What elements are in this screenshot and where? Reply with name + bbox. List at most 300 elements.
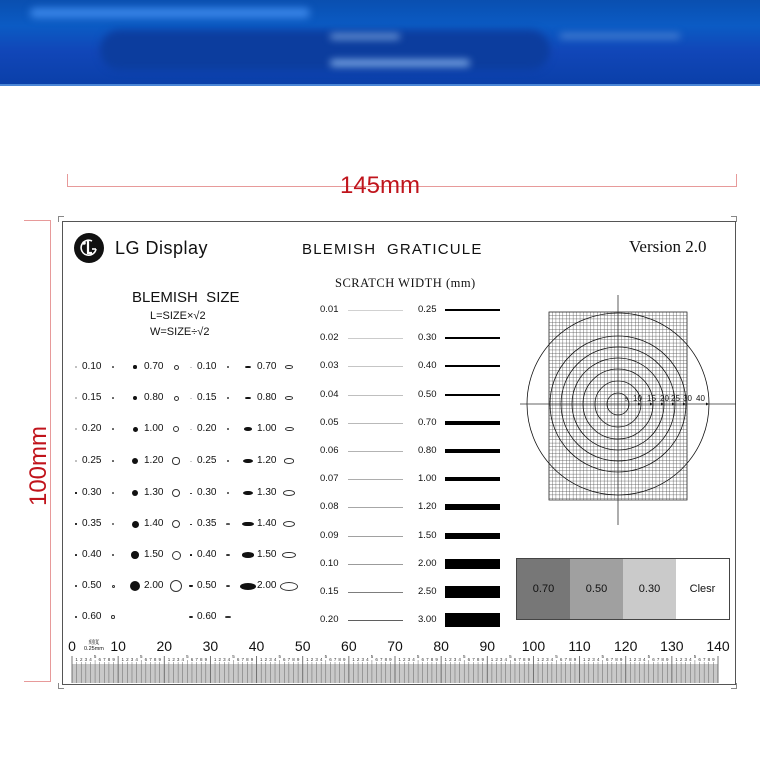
- blemish-ring-icon: [174, 396, 179, 401]
- svg-text:4: 4: [319, 657, 323, 662]
- ruler-number: 90: [479, 638, 496, 654]
- blemish-size-label: 0.60: [197, 611, 217, 622]
- blemish-ring-icon: [172, 551, 181, 560]
- svg-text:1: 1: [75, 657, 78, 662]
- blemish-dot-icon: [190, 367, 192, 368]
- svg-text:4: 4: [273, 657, 277, 662]
- svg-text:7: 7: [472, 657, 475, 662]
- svg-text:3: 3: [684, 657, 688, 662]
- density-label: 0.70: [532, 583, 555, 595]
- blemish-size-label: 0.35: [82, 518, 102, 529]
- svg-text:1: 1: [675, 657, 678, 662]
- scratch-width-label: 0.40: [418, 360, 437, 371]
- blemish-size-label: 1.30: [257, 487, 277, 498]
- blemish-size-label: 0.20: [82, 423, 102, 434]
- svg-text:3: 3: [453, 657, 457, 662]
- ruler-number: 10: [110, 638, 126, 654]
- ruler-number: 140: [706, 638, 730, 654]
- blemish-size-label: 0.80: [257, 392, 277, 403]
- scratch-bar-icon: [445, 533, 500, 540]
- ruler-number: 130: [660, 638, 684, 654]
- blemish-ring-icon: [172, 489, 180, 497]
- svg-text:5: 5: [625, 397, 628, 403]
- blemish-ring-icon: [284, 458, 295, 463]
- blemish-dot-icon: [75, 554, 77, 556]
- svg-text:5: 5: [555, 654, 558, 659]
- banner-glint: [330, 34, 400, 39]
- blemish-size-title: BLEMISH SIZE: [132, 289, 240, 306]
- svg-text:7: 7: [241, 657, 245, 662]
- blemish-dot-icon: [75, 397, 76, 398]
- svg-text:9: 9: [389, 657, 392, 662]
- svg-text:4: 4: [412, 657, 415, 662]
- scratch-width-label: 0.30: [418, 332, 437, 343]
- svg-text:3: 3: [499, 657, 503, 662]
- ruler-number: 40: [248, 638, 265, 654]
- scratch-width-title: SCRATCH WIDTH (mm): [335, 276, 476, 290]
- density-scale: [516, 558, 730, 620]
- svg-text:8: 8: [430, 657, 434, 662]
- blemish-ring-icon: [280, 582, 298, 591]
- blemish-size-label: 1.20: [144, 455, 164, 466]
- ruler-number: 110: [568, 638, 591, 654]
- scratch-bar-icon: [445, 309, 500, 311]
- blemish-dot-icon: [243, 459, 253, 463]
- svg-text:6: 6: [283, 657, 286, 662]
- blemish-size-label: 1.40: [257, 518, 277, 529]
- blemish-size-label: 0.25: [197, 455, 217, 466]
- ruler-number: 60: [341, 638, 357, 654]
- blemish-ring-icon: [112, 460, 114, 462]
- ruler-number: 120: [614, 638, 638, 654]
- svg-text:8: 8: [200, 657, 203, 662]
- blemish-dot-icon: [131, 551, 139, 559]
- svg-text:7: 7: [333, 657, 337, 662]
- blemish-dot-icon: [132, 458, 138, 464]
- blemish-size-label: 0.50: [197, 580, 217, 591]
- blemish-ring-icon: [112, 523, 114, 525]
- svg-text:8: 8: [615, 657, 618, 662]
- blemish-size-label: 1.30: [144, 487, 164, 498]
- svg-text:7: 7: [564, 657, 568, 662]
- svg-text:6: 6: [513, 657, 517, 662]
- scratch-line-icon: [348, 620, 403, 621]
- svg-text:6: 6: [190, 657, 194, 662]
- scratch-bar-icon: [445, 337, 500, 339]
- blemish-dot-icon: [190, 493, 192, 494]
- scratch-bar-icon: [445, 394, 500, 396]
- density-label: 0.30: [638, 583, 661, 595]
- svg-text:6: 6: [421, 657, 425, 662]
- svg-text:4: 4: [135, 657, 138, 662]
- svg-text:2: 2: [218, 657, 221, 662]
- blemish-ring-icon: [227, 460, 229, 461]
- blemish-dot-icon: [244, 427, 252, 431]
- svg-text:7: 7: [195, 657, 198, 662]
- svg-text:2: 2: [587, 657, 591, 662]
- blemish-ring-icon: [283, 490, 295, 496]
- height-dimension-label: 100mm: [25, 425, 52, 507]
- svg-text:2: 2: [264, 657, 268, 662]
- ruler-number: 20: [156, 638, 173, 654]
- ruler-number: 100: [521, 638, 546, 654]
- length-formula: L=SIZE×√2: [150, 310, 206, 322]
- svg-text:3: 3: [592, 657, 595, 662]
- svg-text:7: 7: [426, 657, 429, 662]
- svg-text:8: 8: [384, 657, 388, 662]
- svg-text:9: 9: [296, 657, 300, 662]
- blemish-dot-icon: [75, 460, 76, 461]
- svg-text:4: 4: [181, 657, 185, 662]
- blemish-size-label: 2.00: [144, 580, 164, 591]
- density-label: 0.50: [585, 583, 608, 595]
- svg-text:9: 9: [712, 657, 715, 662]
- svg-text:8: 8: [707, 657, 711, 662]
- blemish-dot-icon: [190, 461, 192, 462]
- svg-text:2: 2: [310, 657, 314, 662]
- svg-text:1: 1: [490, 657, 494, 662]
- blemish-ring-icon: [285, 365, 293, 369]
- svg-text:2: 2: [449, 657, 452, 662]
- blemish-size-label: 0.70: [144, 361, 164, 372]
- svg-text:6: 6: [375, 657, 378, 662]
- banner-glint: [560, 34, 680, 38]
- scratch-width-label: 0.05: [320, 417, 339, 428]
- svg-text:5: 5: [140, 654, 143, 659]
- svg-text:3: 3: [638, 657, 641, 662]
- scratch-line-icon: [348, 451, 403, 452]
- svg-text:9: 9: [112, 657, 115, 662]
- blemish-ring-icon: [170, 580, 182, 592]
- svg-text:8: 8: [661, 657, 664, 662]
- scratch-width-label: 0.06: [320, 445, 339, 456]
- scratch-line-icon: [348, 592, 403, 593]
- blemish-size-label: 0.10: [197, 361, 217, 372]
- ruler-unit-cn: 刻度: [88, 640, 100, 646]
- blemish-size-label: 0.40: [197, 549, 217, 560]
- svg-text:30: 30: [683, 394, 692, 403]
- svg-text:1: 1: [167, 657, 171, 662]
- scratch-width-label: 2.50: [418, 586, 437, 597]
- svg-text:7: 7: [103, 657, 106, 662]
- scratch-bar-icon: [445, 586, 500, 598]
- scratch-width-label: 0.70: [418, 417, 437, 428]
- blemish-size-label: 1.20: [257, 455, 277, 466]
- scratch-width-label: 0.10: [320, 558, 339, 569]
- blemish-size-label: 0.60: [82, 611, 102, 622]
- scratch-line-icon: [348, 423, 403, 424]
- svg-text:20: 20: [660, 394, 669, 403]
- svg-text:3: 3: [176, 657, 180, 662]
- blemish-ring-icon: [227, 428, 229, 429]
- svg-text:5: 5: [324, 654, 328, 659]
- svg-text:9: 9: [619, 657, 623, 662]
- svg-text:3: 3: [130, 657, 134, 662]
- scratch-bar-icon: [445, 449, 500, 453]
- brand-name: LG Display: [115, 238, 209, 258]
- svg-text:6: 6: [467, 657, 471, 662]
- version-label: Version 2.0: [629, 237, 707, 256]
- blemish-size-label: 0.30: [82, 487, 102, 498]
- blemish-dot-icon: [75, 523, 76, 524]
- svg-text:1: 1: [121, 657, 125, 662]
- blemish-dot-icon: [133, 427, 138, 432]
- blemish-ring-icon: [172, 457, 179, 464]
- scratch-width-label: 0.07: [320, 473, 339, 484]
- scratch-line-icon: [348, 310, 403, 311]
- blemish-dot-icon: [75, 428, 76, 429]
- svg-text:4: 4: [504, 657, 508, 662]
- density-label: Clesr: [689, 583, 716, 595]
- blemish-dot-icon: [132, 521, 139, 528]
- blemish-ring-icon: [112, 492, 114, 494]
- svg-text:6: 6: [329, 657, 332, 662]
- svg-text:4: 4: [458, 657, 461, 662]
- blemish-dot-icon: [190, 554, 193, 555]
- scratch-bar-icon: [445, 613, 500, 627]
- scratch-line-icon: [348, 366, 403, 367]
- svg-text:40: 40: [696, 394, 705, 403]
- blemish-size-label: 0.20: [197, 423, 217, 434]
- svg-text:3: 3: [407, 657, 411, 662]
- scratch-bar-icon: [445, 477, 500, 482]
- concentric-target: [520, 295, 736, 525]
- svg-text:1: 1: [306, 657, 309, 662]
- svg-text:1: 1: [259, 657, 263, 662]
- svg-text:4: 4: [596, 657, 600, 662]
- density-cell: [570, 559, 623, 619]
- ruler-number: 50: [294, 638, 311, 654]
- svg-text:2: 2: [403, 657, 406, 662]
- blemish-size-label: 0.70: [257, 361, 277, 372]
- svg-text:6: 6: [236, 657, 240, 662]
- lg-logo-icon: [74, 233, 104, 263]
- scratch-line-icon: [348, 395, 403, 396]
- scratch-line-icon: [348, 564, 403, 565]
- svg-text:5: 5: [278, 654, 281, 659]
- scratch-bar-icon: [445, 559, 500, 568]
- blemish-ring-icon: [285, 396, 293, 400]
- svg-text:5: 5: [370, 654, 374, 659]
- svg-text:5: 5: [93, 654, 97, 659]
- svg-text:5: 5: [509, 654, 512, 659]
- svg-text:1: 1: [352, 657, 355, 662]
- blemish-dot-icon: [190, 398, 192, 399]
- blemish-dot-icon: [75, 366, 76, 367]
- graticule-title: BLEMISH GRATICULE: [302, 241, 483, 258]
- svg-text:1: 1: [582, 657, 586, 662]
- ruler-ticks: [62, 638, 734, 684]
- svg-text:2: 2: [495, 657, 498, 662]
- blemish-size-label: 1.00: [257, 423, 277, 434]
- blemish-ring-icon: [226, 523, 229, 525]
- blemish-size-label: 0.30: [197, 487, 217, 498]
- scratch-bar-icon: [445, 504, 500, 510]
- scratch-width-label: 1.00: [418, 473, 437, 484]
- blemish-size-label: 0.10: [82, 361, 102, 372]
- ruler-number: 80: [433, 638, 449, 654]
- scratch-width-label: 0.09: [320, 530, 339, 541]
- svg-text:1: 1: [629, 657, 632, 662]
- scratch-width-label: 0.15: [320, 586, 339, 597]
- svg-text:8: 8: [107, 657, 111, 662]
- width-dimension-label: 145mm: [339, 172, 421, 199]
- blemish-dot-icon: [133, 365, 137, 369]
- svg-text:7: 7: [379, 657, 383, 662]
- blemish-dot-icon: [75, 585, 77, 587]
- blemish-dot-icon: [130, 581, 140, 591]
- blemish-size-label: 0.50: [82, 580, 102, 591]
- svg-text:6: 6: [144, 657, 148, 662]
- scratch-width-label: 3.00: [418, 614, 437, 625]
- blemish-dot-icon: [189, 585, 192, 586]
- svg-text:5: 5: [186, 654, 189, 659]
- svg-text:8: 8: [476, 657, 480, 662]
- scratch-width-label: 0.04: [320, 389, 339, 400]
- banner-glint: [330, 60, 470, 66]
- scratch-line-icon: [348, 536, 403, 537]
- svg-text:1: 1: [444, 657, 448, 662]
- svg-text:4: 4: [550, 657, 554, 662]
- svg-text:4: 4: [227, 657, 231, 662]
- ruler-number: 0: [68, 638, 76, 654]
- blemish-dot-icon: [190, 524, 192, 525]
- ruler-number: 70: [387, 638, 403, 654]
- scratch-width-label: 1.50: [418, 530, 437, 541]
- svg-text:10: 10: [633, 394, 642, 403]
- lg-face-icon: [74, 233, 104, 263]
- svg-text:15: 15: [647, 394, 656, 403]
- crop-mark: [58, 216, 64, 222]
- svg-text:5: 5: [232, 654, 235, 659]
- scratch-line-icon: [348, 338, 403, 339]
- svg-text:9: 9: [343, 657, 346, 662]
- scratch-bar-icon: [445, 365, 500, 367]
- svg-text:5: 5: [463, 654, 466, 659]
- svg-text:2: 2: [541, 657, 544, 662]
- svg-text:7: 7: [287, 657, 291, 662]
- svg-text:5: 5: [416, 654, 420, 659]
- svg-text:6: 6: [98, 657, 102, 662]
- blemish-size-label: 0.80: [144, 392, 164, 403]
- blemish-ring-icon: [227, 492, 230, 493]
- svg-text:3: 3: [546, 657, 549, 662]
- blemish-size-label: 1.50: [257, 549, 277, 560]
- svg-text:6: 6: [652, 657, 655, 662]
- scratch-width-label: 0.50: [418, 389, 437, 400]
- svg-text:6: 6: [606, 657, 609, 662]
- scratch-width-label: 1.20: [418, 501, 437, 512]
- header-banner: [0, 0, 760, 86]
- svg-text:3: 3: [269, 657, 272, 662]
- blemish-size-label: 1.00: [144, 423, 164, 434]
- svg-text:1: 1: [398, 657, 401, 662]
- svg-text:8: 8: [246, 657, 249, 662]
- svg-text:5: 5: [647, 654, 651, 659]
- svg-text:5: 5: [693, 654, 697, 659]
- svg-text:9: 9: [250, 657, 254, 662]
- svg-text:8: 8: [153, 657, 157, 662]
- svg-text:1: 1: [536, 657, 540, 662]
- ruler: [62, 638, 734, 684]
- svg-text:6: 6: [698, 657, 701, 662]
- svg-text:7: 7: [518, 657, 521, 662]
- scratch-width-label: 0.25: [418, 304, 437, 315]
- blemish-size-label: 0.35: [197, 518, 217, 529]
- blemish-dot-icon: [133, 396, 137, 400]
- svg-text:2: 2: [356, 657, 360, 662]
- svg-text:25: 25: [671, 394, 680, 403]
- svg-text:3: 3: [315, 657, 318, 662]
- svg-text:2: 2: [126, 657, 129, 662]
- blemish-ring-icon: [285, 427, 294, 432]
- svg-text:3: 3: [223, 657, 226, 662]
- scratch-width-label: 0.01: [320, 304, 339, 315]
- svg-text:9: 9: [158, 657, 161, 662]
- blemish-ring-icon: [174, 365, 179, 370]
- svg-text:9: 9: [481, 657, 484, 662]
- svg-text:9: 9: [527, 657, 531, 662]
- svg-text:3: 3: [361, 657, 365, 662]
- banner-shadow: [100, 30, 550, 70]
- svg-text:9: 9: [435, 657, 438, 662]
- svg-text:9: 9: [666, 657, 669, 662]
- blemish-ring-icon: [111, 615, 115, 619]
- svg-text:7: 7: [656, 657, 660, 662]
- svg-text:2: 2: [80, 657, 83, 662]
- blemish-size-label: 2.00: [257, 580, 277, 591]
- svg-text:2: 2: [172, 657, 175, 662]
- blemish-size-label: 0.15: [197, 392, 217, 403]
- blemish-dot-icon: [240, 583, 256, 590]
- width-formula: W=SIZE÷√2: [150, 326, 210, 338]
- density-cell: [623, 559, 676, 619]
- svg-text:2: 2: [633, 657, 637, 662]
- scratch-bar-icon: [445, 421, 500, 424]
- svg-text:5: 5: [601, 654, 604, 659]
- banner-divider: [0, 84, 760, 86]
- scratch-width-label: 0.20: [320, 614, 339, 625]
- banner-highlight: [30, 8, 310, 18]
- density-cell: [517, 559, 570, 619]
- blemish-size-label: 0.40: [82, 549, 102, 560]
- blemish-ring-icon: [227, 397, 229, 398]
- svg-text:4: 4: [89, 657, 92, 662]
- blemish-size-label: 1.40: [144, 518, 164, 529]
- crop-mark: [731, 216, 737, 222]
- blemish-dot-icon: [242, 552, 254, 557]
- svg-text:9: 9: [204, 657, 208, 662]
- svg-text:6: 6: [559, 657, 563, 662]
- scratch-width-label: 0.08: [320, 501, 339, 512]
- blemish-ring-icon: [226, 554, 230, 556]
- scratch-line-icon: [348, 507, 403, 508]
- scratch-width-label: 2.00: [418, 558, 437, 569]
- blemish-dot-icon: [245, 366, 251, 368]
- scratch-width-label: 0.80: [418, 445, 437, 456]
- blemish-ring-icon: [112, 366, 114, 368]
- svg-text:4: 4: [642, 657, 646, 662]
- svg-text:2: 2: [679, 657, 683, 662]
- blemish-dot-icon: [189, 616, 193, 618]
- svg-text:4: 4: [689, 657, 692, 662]
- scratch-width-label: 0.02: [320, 332, 339, 343]
- blemish-ring-icon: [112, 585, 115, 588]
- ruler-number: 30: [202, 638, 219, 654]
- svg-text:8: 8: [292, 657, 295, 662]
- blemish-ring-icon: [112, 397, 114, 399]
- blemish-dot-icon: [190, 429, 192, 430]
